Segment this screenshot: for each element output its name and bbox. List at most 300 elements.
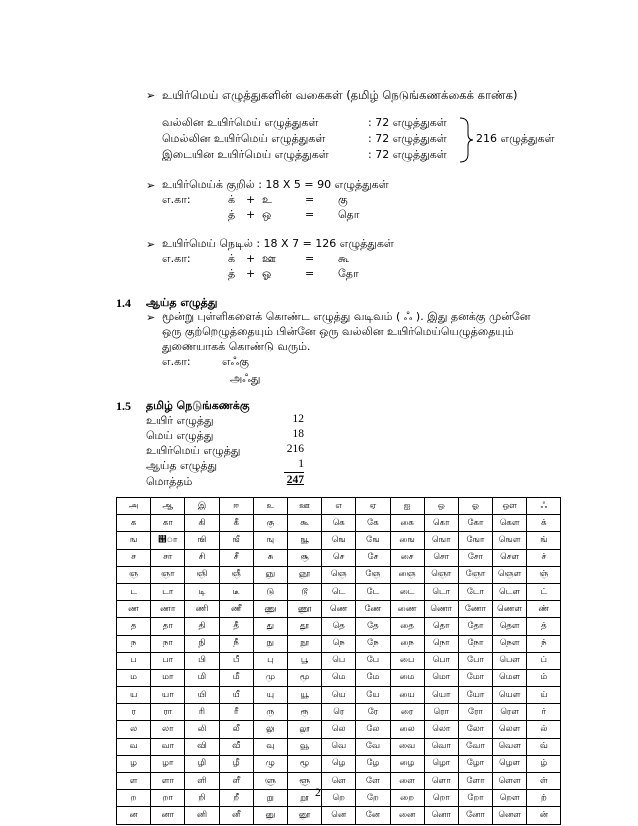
table-cell: தொ: [424, 618, 458, 635]
table-cell: பை: [390, 652, 424, 669]
eq-result: கூ: [338, 252, 350, 265]
table-cell: ளீ: [219, 773, 253, 790]
table-cell: ஞி: [185, 566, 219, 583]
table-cell: யொ: [424, 687, 458, 704]
table-cell: தே: [356, 618, 390, 635]
table-cell: லீ: [219, 721, 253, 738]
table-cell: டு: [253, 583, 287, 600]
paragraph-line: ஒரு குற்றெழுத்தையும் பின்னே ஒரு வல்லின உயிர்மெய்யெழுத்தையும்: [162, 325, 514, 338]
table-cell: பி: [185, 652, 219, 669]
eq-a: க்: [228, 193, 236, 206]
table-cell: யூ: [287, 687, 321, 704]
table-cell: ஞா: [151, 566, 185, 583]
table-cell: சௌ: [493, 549, 527, 566]
table-cell: பௌ: [493, 652, 527, 669]
table-cell: கே: [356, 515, 390, 532]
table-cell: கோ: [458, 515, 492, 532]
count-value: 18: [292, 428, 304, 440]
table-cell: போ: [458, 652, 492, 669]
table-cell: சு: [253, 549, 287, 566]
count-label: உயிர் எழுத்து: [146, 414, 214, 427]
table-cell: றோ: [458, 790, 492, 807]
eq-eq: =: [305, 208, 315, 221]
table-cell: ச்: [527, 549, 561, 566]
table-cell: ப்: [527, 652, 561, 669]
table-cell: வெ: [322, 738, 356, 755]
table-cell: மே: [356, 669, 390, 686]
table-cell: ரோ: [458, 704, 492, 721]
table-cell: ணெ: [322, 601, 356, 618]
table-cell: ழே: [356, 755, 390, 772]
table-cell: ழ: [117, 755, 151, 772]
table-cell: ட்: [527, 583, 561, 600]
table-cell: ரே: [356, 704, 390, 721]
table-cell: ரெ: [322, 704, 356, 721]
table-cell: சி: [185, 549, 219, 566]
table-cell: கூ: [287, 515, 321, 532]
table-cell: வ: [117, 738, 151, 755]
table-cell: வௌ: [493, 738, 527, 755]
table-cell: ஞொ: [424, 566, 458, 583]
section-number: 1.4: [116, 296, 131, 310]
table-cell: ழெ: [322, 755, 356, 772]
table-cell: ணா: [151, 601, 185, 618]
table-cell: கி: [185, 515, 219, 532]
table-cell: ஞோ: [458, 566, 492, 583]
table-cell: ய: [117, 687, 151, 704]
table-cell: டொ: [424, 583, 458, 600]
table-row: [117, 618, 561, 635]
table-cell: ஞு: [253, 566, 287, 583]
table-row: [117, 687, 561, 704]
table-cell: யு: [253, 687, 287, 704]
table-cell: ழை: [390, 755, 424, 772]
eq-eq: =: [305, 267, 315, 280]
kuril-heading: உயிர்மெய்க் குறில் : 18 X 5 = 90 எழுத்துகள்: [162, 178, 389, 191]
table-cell: லொ: [424, 721, 458, 738]
table-cell: தா: [151, 618, 185, 635]
table-cell: னி: [185, 807, 219, 824]
nedil-heading: உயிர்மெய் நெடில் : 18 X 7 = 126 எழுத்துகள்: [162, 237, 394, 250]
table-row: [117, 583, 561, 600]
table-cell: டீ: [219, 583, 253, 600]
eq-result: தொ: [338, 208, 360, 221]
table-cell: னெ: [322, 807, 356, 824]
example-word: எஃகு: [222, 355, 249, 368]
table-cell: சோ: [458, 549, 492, 566]
table-cell: நூ: [287, 635, 321, 652]
vagai-label: வல்லின உயிர்மெய் எழுத்துகள்: [162, 116, 319, 129]
table-cell: ஊ: [287, 498, 321, 515]
table-cell: லெ: [322, 721, 356, 738]
table-cell: லே: [356, 721, 390, 738]
table-cell: டே: [356, 583, 390, 600]
table-cell: சீ: [219, 549, 253, 566]
table-cell: யௌ: [493, 687, 527, 704]
table-row: [117, 807, 561, 824]
table-cell: ட: [117, 583, 151, 600]
count-label: மெய் எழுத்து: [146, 429, 214, 442]
table-cell: ற: [117, 790, 151, 807]
table-cell: கௌ: [493, 515, 527, 532]
table-cell: டா: [151, 583, 185, 600]
table-cell: னொ: [424, 807, 458, 824]
table-cell: யி: [185, 687, 219, 704]
section-title: தமிழ் நெடுங்கணக்கு: [146, 399, 250, 412]
table-cell: ஞ: [117, 566, 151, 583]
table-cell: நெ: [322, 635, 356, 652]
sum-underline: [284, 472, 304, 473]
count-label: ஆய்த எழுத்து: [146, 459, 218, 472]
table-cell: உ: [253, 498, 287, 515]
table-cell: ணீ: [219, 601, 253, 618]
table-cell: னா: [151, 807, 185, 824]
table-cell: ஞை: [390, 566, 424, 583]
table-cell: ன: [117, 807, 151, 824]
table-cell: பெ: [322, 652, 356, 669]
table-cell: மீ: [219, 669, 253, 686]
table-cell: ணௌ: [493, 601, 527, 618]
table-cell: டோ: [458, 583, 492, 600]
table-cell: றை: [390, 790, 424, 807]
tamil-alphabet-table: [116, 497, 561, 825]
table-cell: ங: [117, 532, 151, 549]
table-cell: ஙி: [185, 532, 219, 549]
table-cell: ளே: [356, 773, 390, 790]
table-cell: னை: [390, 807, 424, 824]
table-cell: வ்: [527, 738, 561, 755]
table-cell: பொ: [424, 652, 458, 669]
table-row: [117, 755, 561, 772]
table-cell: ஙை: [390, 532, 424, 549]
table-cell: ரி: [185, 704, 219, 721]
table-cell: ணு: [253, 601, 287, 618]
table-cell: ளை: [390, 773, 424, 790]
table-cell: ர்: [527, 704, 561, 721]
table-cell: மொ: [424, 669, 458, 686]
table-cell: ஙோ: [458, 532, 492, 549]
arrowhead-bullet-icon: ➢: [146, 179, 156, 192]
table-cell: மு: [253, 669, 287, 686]
table-cell: யோ: [458, 687, 492, 704]
table-cell: டி: [185, 583, 219, 600]
table-cell: ஈ: [219, 498, 253, 515]
table-cell: ஞே: [356, 566, 390, 583]
table-cell: ரொ: [424, 704, 458, 721]
table-cell: று: [253, 790, 287, 807]
table-cell: ம்: [527, 669, 561, 686]
table-cell: வொ: [424, 738, 458, 755]
table-cell: கு: [253, 515, 287, 532]
table-row: [117, 790, 561, 807]
table-cell: ஞீ: [219, 566, 253, 583]
table-cell: சை: [390, 549, 424, 566]
eq-op: +: [246, 267, 256, 280]
vagai-label: மெல்லின உயிர்மெய் எழுத்துகள்: [162, 132, 326, 145]
table-cell: ழூ: [287, 755, 321, 772]
table-cell: டூ: [287, 583, 321, 600]
arrowhead-bullet-icon: ➢: [146, 311, 156, 324]
table-cell: ளூ: [287, 773, 321, 790]
table-cell: வூ: [287, 738, 321, 755]
table-cell: ழ்: [527, 755, 561, 772]
table-cell: ஙௌ: [493, 532, 527, 549]
table-cell: யெ: [322, 687, 356, 704]
paragraph-line: துணையாகக் கொண்டு வரும்.: [162, 340, 311, 353]
table-cell: ணே: [356, 601, 390, 618]
count-value: 216: [286, 443, 304, 455]
table-cell: சே: [356, 549, 390, 566]
table-cell: னு: [253, 807, 287, 824]
table-cell: றே: [356, 790, 390, 807]
table-cell: தௌ: [493, 618, 527, 635]
table-cell: ண: [117, 601, 151, 618]
table-cell: பு: [253, 652, 287, 669]
table-cell: லோ: [458, 721, 492, 738]
arrowhead-bullet-icon: ➢: [146, 238, 156, 251]
table-row: [117, 773, 561, 790]
table-cell: ல்: [527, 721, 561, 738]
table-cell: ழு: [253, 755, 287, 772]
eq-eq: =: [305, 193, 315, 206]
table-cell: லூ: [287, 721, 321, 738]
eq-op: +: [246, 193, 256, 206]
table-row: [117, 566, 561, 583]
table-cell: ற்: [527, 790, 561, 807]
table-cell: தி: [185, 618, 219, 635]
table-cell: லி: [185, 721, 219, 738]
table-cell: தெ: [322, 618, 356, 635]
eq-b: உ: [262, 193, 272, 206]
table-cell: த்: [527, 618, 561, 635]
table-cell: தோ: [458, 618, 492, 635]
table-cell: சா: [151, 549, 185, 566]
eq-b: ஓ: [262, 267, 272, 280]
eq-eq: =: [305, 252, 315, 265]
table-cell: றொ: [424, 790, 458, 807]
table-cell: கெ: [322, 515, 356, 532]
table-cell: ச: [117, 549, 151, 566]
table-cell: பீ: [219, 652, 253, 669]
table-cell: றீ: [219, 790, 253, 807]
table-cell: ணொ: [424, 601, 458, 618]
eq-result: கு: [338, 193, 348, 206]
table-cell: நை: [390, 635, 424, 652]
table-cell: ளொ: [424, 773, 458, 790]
table-cell: லா: [151, 721, 185, 738]
table-cell: தூ: [287, 618, 321, 635]
example-label: எ.கா:: [162, 252, 191, 265]
table-cell: ஞ்: [527, 566, 561, 583]
count-label: உயிர்மெய் எழுத்து: [146, 444, 241, 457]
table-cell: ரூ: [287, 704, 321, 721]
table-row: [117, 515, 561, 532]
eq-a: த்: [228, 267, 236, 280]
table-cell: றூ: [287, 790, 321, 807]
table-cell: நி: [185, 635, 219, 652]
arrowhead-bullet-icon: ➢: [146, 89, 156, 102]
table-cell: ஐ: [390, 498, 424, 515]
table-cell: சொ: [424, 549, 458, 566]
vagai-value: : 72 எழுத்துகள்: [368, 116, 447, 129]
table-cell: நௌ: [493, 635, 527, 652]
table-cell: தீ: [219, 618, 253, 635]
table-cell: நு: [253, 635, 287, 652]
curly-brace-icon: [458, 116, 474, 164]
table-cell: னீ: [219, 807, 253, 824]
table-cell: ஆ: [151, 498, 185, 515]
paragraph-line: மூன்று புள்ளிகளைக் கொண்ட எழுத்து வடிவம் ( ஃ ). இது தனக்கு முன்னே: [162, 310, 531, 323]
page-number: 2: [315, 787, 321, 799]
table-cell: வீ: [219, 738, 253, 755]
table-cell: லௌ: [493, 721, 527, 738]
table-cell: யை: [390, 687, 424, 704]
table-cell: றி: [185, 790, 219, 807]
table-cell: டை: [390, 583, 424, 600]
table-row: [117, 549, 561, 566]
table-cell: வி: [185, 738, 219, 755]
table-cell: ஙே: [356, 532, 390, 549]
table-cell: ணோ: [458, 601, 492, 618]
table-cell: றா: [151, 790, 185, 807]
table-cell: மௌ: [493, 669, 527, 686]
table-cell: மோ: [458, 669, 492, 686]
table-row: [117, 532, 561, 549]
table-cell: க்: [527, 515, 561, 532]
table-cell: ல: [117, 721, 151, 738]
table-cell: ணூ: [287, 601, 321, 618]
vagai-value: : 72 எழுத்துகள்: [368, 148, 447, 161]
table-row: [117, 498, 561, 515]
table-cell: ங்: [527, 532, 561, 549]
table-cell: நா: [151, 635, 185, 652]
table-cell: மி: [185, 669, 219, 686]
table-cell: ஏ: [356, 498, 390, 515]
table-row: [117, 601, 561, 618]
table-cell: வா: [151, 738, 185, 755]
table-cell: ணி: [185, 601, 219, 618]
eq-result: தோ: [338, 267, 359, 280]
table-row: [117, 704, 561, 721]
table-cell: ரீ: [219, 704, 253, 721]
table-cell: ஙொ: [424, 532, 458, 549]
table-cell: ர: [117, 704, 151, 721]
table-cell: மெ: [322, 669, 356, 686]
table-cell: ளு: [253, 773, 287, 790]
table-cell: னே: [356, 807, 390, 824]
count-value: 12: [292, 413, 304, 425]
table-cell: பூ: [287, 652, 321, 669]
table-cell: கா: [151, 515, 185, 532]
table-cell: பே: [356, 652, 390, 669]
table-cell: லை: [390, 721, 424, 738]
table-cell: ந: [117, 635, 151, 652]
table-cell: வை: [390, 738, 424, 755]
table-cell: ஘ா: [151, 532, 185, 549]
table-cell: நே: [356, 635, 390, 652]
table-cell: ரு: [253, 704, 287, 721]
table-cell: பா: [151, 652, 185, 669]
table-cell: வோ: [458, 738, 492, 755]
table-cell: னூ: [287, 807, 321, 824]
table-cell: ளா: [151, 773, 185, 790]
table-cell: நொ: [424, 635, 458, 652]
table-cell: னௌ: [493, 807, 527, 824]
table-cell: ஞெ: [322, 566, 356, 583]
table-cell: எ: [322, 498, 356, 515]
table-cell: கீ: [219, 515, 253, 532]
table-cell: ழொ: [424, 755, 458, 772]
table-cell: ரௌ: [493, 704, 527, 721]
table-cell: வே: [356, 738, 390, 755]
table-cell: ந்: [527, 635, 561, 652]
table-cell: ஙெ: [322, 532, 356, 549]
eq-b: ஊ: [262, 252, 276, 265]
table-row: [117, 669, 561, 686]
section-title: ஆய்த எழுத்து: [146, 296, 218, 309]
table-cell: ழீ: [219, 755, 253, 772]
table-cell: யா: [151, 687, 185, 704]
eq-op: +: [246, 252, 256, 265]
vagai-total: 216 எழுத்துகள்: [476, 132, 555, 145]
vagai-value: : 72 எழுத்துகள்: [368, 132, 447, 145]
section-number: 1.5: [116, 399, 131, 413]
table-cell: றௌ: [493, 790, 527, 807]
table-cell: ஃ: [527, 498, 561, 515]
vagai-label: இடையின உயிர்மெய் எழுத்துகள்: [162, 148, 329, 161]
table-cell: ஒ: [424, 498, 458, 515]
table-cell: லு: [253, 721, 287, 738]
eq-op: +: [246, 208, 256, 221]
table-cell: ஔ: [493, 498, 527, 515]
table-cell: வு: [253, 738, 287, 755]
section-heading: உயிர்மெய் எழுத்துகளின் வகைகள் (தமிழ் நெடுங்கணக்கைக் காண்க): [162, 88, 518, 102]
eq-a: க்: [228, 252, 236, 265]
table-cell: மை: [390, 669, 424, 686]
table-cell: ளெ: [322, 773, 356, 790]
table-cell: ண்: [527, 601, 561, 618]
table-cell: ழி: [185, 755, 219, 772]
table-cell: ஙூ: [287, 532, 321, 549]
table-cell: கொ: [424, 515, 458, 532]
table-cell: டௌ: [493, 583, 527, 600]
table-cell: யீ: [219, 687, 253, 704]
total-value: 247: [286, 474, 304, 486]
count-value: 1: [298, 458, 304, 470]
table-cell: றெ: [322, 790, 356, 807]
table-cell: செ: [322, 549, 356, 566]
table-cell: ள: [117, 773, 151, 790]
table-cell: இ: [185, 498, 219, 515]
table-cell: ழோ: [458, 755, 492, 772]
table-cell: ள்: [527, 773, 561, 790]
table-cell: ழௌ: [493, 755, 527, 772]
eq-a: த்: [228, 208, 236, 221]
table-cell: க: [117, 515, 151, 532]
table-cell: மூ: [287, 669, 321, 686]
table-cell: ரா: [151, 704, 185, 721]
example-label: எ.கா:: [162, 193, 191, 206]
example-word: அஃது: [230, 372, 261, 385]
table-cell: நோ: [458, 635, 492, 652]
table-cell: ளி: [185, 773, 219, 790]
table-cell: நீ: [219, 635, 253, 652]
table-cell: ப: [117, 652, 151, 669]
table-cell: கை: [390, 515, 424, 532]
example-label: எ.கா:: [162, 355, 191, 368]
table-cell: ரை: [390, 704, 424, 721]
table-cell: ம: [117, 669, 151, 686]
